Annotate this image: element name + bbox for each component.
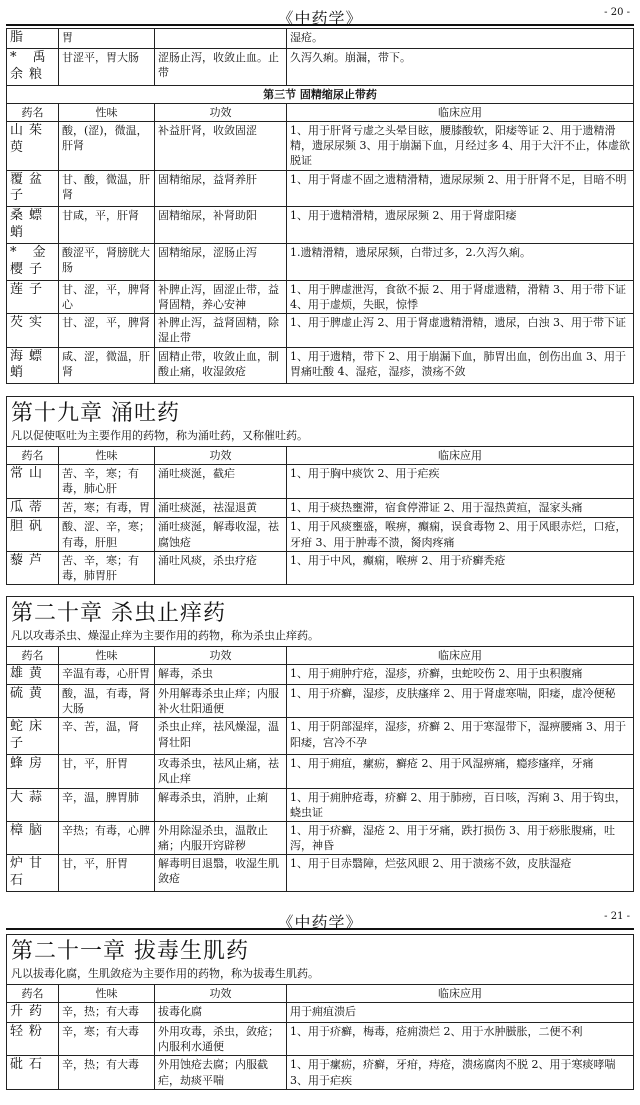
drug-clinical-use: 久泻久痢。崩漏，带下。 [287,48,634,85]
drug-clinical-use: 1、用于阴部湿痒，湿疹，疥癣 2、用于寒湿带下，湿痹腰痛 3、用于阳痿，宫冷不孕 [287,718,634,755]
drug-property: 苦，寒；有毒，胃 [59,498,155,518]
drug-name: 大蒜 [7,788,59,821]
drug-clinical-use: 湿疮。 [287,29,634,49]
drug-property: 酸，(涩)，微温，肝肾 [59,122,155,171]
drug-clinical-use: 用于痈疽溃后 [287,1003,634,1023]
drug-clinical-use: 1、用于疥癣，湿疮 2、用于牙痛，跌打损伤 3、用于痧胀腹痛，吐泻，神昏 [287,821,634,854]
table-row [7,207,634,244]
drug-property: 胃 [59,29,155,49]
drug-function: 外用蚀疮去腐；内服截疟，劫痰平喘 [155,1056,287,1089]
drug-function [155,29,287,49]
drug-clinical-use: 1、用于痈肿疔疮，湿疹，疥癣，虫蛇咬伤 2、用于虫积腹痛 [287,665,634,685]
column-header-row [7,985,634,1003]
page-header-2 [0,908,640,930]
drug-property: 甘，平，肝胃 [59,755,155,788]
header-function: 功效 [155,447,287,465]
table-row [7,1003,634,1023]
chapter-21-rows [7,1003,634,1090]
drug-property: 甘咸，平，肝肾 [59,207,155,244]
drug-function: 补脾止泻，固涩止带，益肾固精，养心安神 [155,280,287,313]
chapter-21-header [7,985,634,1003]
book-title: 《中药学》 [277,9,363,28]
book-title-2: 《中药学》 [277,913,363,932]
drug-name: * 金樱子 [7,244,59,281]
drug-clinical-use: 1、用于遗精，带下 2、用于崩漏下血，肺胃出血，创伤出血 3、用于胃痛吐酸 4、湿疮，湿疹，溃疡不敛 [287,347,634,384]
drug-name: 莲子 [7,280,59,313]
drug-clinical-use: 1、用于瘰疬，疥癣，牙疳，痔疮，溃疡腐肉不脱 2、用于寒痰哮喘 3、用于疟疾 [287,1056,634,1089]
table-row [7,48,634,85]
section-rows [7,122,634,384]
drug-clinical-use: 1、用于疥癣，梅毒，疮痈溃烂 2、用于水肿臌胀，二便不利 [287,1023,634,1056]
table-row [7,718,634,755]
section-title-row [7,85,634,103]
page-number: - 20 - [604,7,630,18]
section-header [7,85,634,121]
table-row [7,755,634,788]
column-header-row [7,647,634,665]
drug-clinical-use: 1、用于痈肿疮毒，疥癣 2、用于肺痨，百日咳，泻痢 3、用于钩虫，蛲虫证 [287,788,634,821]
header-function: 功效 [155,985,287,1003]
header-name: 药名 [7,447,59,465]
header-taste: 性味 [59,985,155,1003]
drug-property: 酸，温，有毒，肾大肠 [59,685,155,718]
page-number-2: - 21 - [604,911,630,922]
chapter-20-block [6,596,634,892]
header-rule-2 [6,928,634,930]
drug-function: 涌吐风痰，杀虫疗疮 [155,551,287,584]
drug-name: 藜芦 [7,551,59,584]
header-name: 药名 [7,103,59,121]
drug-property: 辛，热；有大毒 [59,1056,155,1089]
drug-function: 外用解毒杀虫止痒；内服补火壮阳通便 [155,685,287,718]
section-3-block [6,28,634,384]
drug-property: 辛热；有毒，心脾 [59,821,155,854]
table-row [7,665,634,685]
drug-name: 桑螵蛸 [7,207,59,244]
table-row [7,1023,634,1056]
drug-function: 固精缩尿，益肾养肝 [155,170,287,207]
drug-property: 苦、辛，寒；有毒，肺胃肝 [59,551,155,584]
table-row [7,855,634,892]
table-row [7,788,634,821]
drug-function: 解毒明目退翳，收湿生肌敛疮 [155,855,287,892]
chapter-19-block [6,396,634,585]
header-function: 功效 [155,647,287,665]
drug-property: 辛，寒；有大毒 [59,1023,155,1056]
drug-name: 蛇床子 [7,718,59,755]
table-row [7,347,634,384]
chapter-21-table [6,984,634,1090]
header-name: 药名 [7,647,59,665]
header-use: 临床应用 [287,647,634,665]
drug-name: 雄黄 [7,665,59,685]
drug-function: 补益肝肾，收敛固涩 [155,122,287,171]
drug-property: 酸、涩、辛，寒；有毒，肝胆 [59,518,155,551]
drug-name: 脂 [7,29,59,49]
page-header [0,4,640,26]
drug-clinical-use: 1、用于胸中痰饮 2、用于疟疾 [287,465,634,498]
drug-name: 常山 [7,465,59,498]
table-row [7,122,634,171]
table-row [7,465,634,498]
drug-clinical-use: 1、用于遗精滑精，遗尿尿频 2、用于肾虚阳痿 [287,207,634,244]
drug-property: 甘、酸，微温，肝肾 [59,170,155,207]
drug-property: 辛温有毒，心肝胃 [59,665,155,685]
table-row [7,518,634,551]
drug-name: 硫黄 [7,685,59,718]
chapter-19-intro: 凡以促使呕吐为主要作用的药物，称为涌吐药，又称催吐药。 [11,429,308,442]
column-header-row [7,103,634,121]
header-taste: 性味 [59,647,155,665]
drug-property: 辛，热；有大毒 [59,1003,155,1023]
table-row [7,29,634,49]
section-title: 第三节 固精缩尿止带药 [7,85,634,103]
drug-property: 甘、涩，平，脾肾心 [59,280,155,313]
drug-function: 涌吐痰涎，截疟 [155,465,287,498]
section-3-table [6,28,634,384]
drug-clinical-use: 1.遗精滑精，遗尿尿频，白带过多，2.久泻久痢。 [287,244,634,281]
drug-name: 樟脑 [7,821,59,854]
header-use: 临床应用 [287,985,634,1003]
drug-clinical-use: 1、用于脾虚泄泻，食欲不振 2、用于肾虚遗精，滑精 3、用于带下证 4、用于虚烦，失眠，惊悸 [287,280,634,313]
drug-clinical-use: 1、用于中风，癫痫，喉痹 2、用于疥癣秃疮 [287,551,634,584]
drug-function: 固精止带，收敛止血，制酸止痛，收湿敛疮 [155,347,287,384]
chapter-20-intro: 凡以攻毒杀虫、燥湿止痒为主要作用的药物，称为杀虫止痒药。 [11,629,319,642]
chapter-21-intro: 凡以拔毒化腐，生肌敛疮为主要作用的药物，称为拔毒生肌药。 [11,967,319,980]
drug-property: 辛、苦，温，肾 [59,718,155,755]
column-header-row [7,447,634,465]
drug-clinical-use: 1、用于风痰壅盛，喉痹，癫痫，误食毒物 2、用于风眼赤烂，口疮，牙疳 3、用于肿毒不溃，胬肉疼痛 [287,518,634,551]
drug-clinical-use: 1、用于痰热壅滞，宿食停滞证 2、用于湿热黄疸，湿家头痛 [287,498,634,518]
table-row [7,685,634,718]
header-taste: 性味 [59,103,155,121]
table-row [7,821,634,854]
header-use: 临床应用 [287,103,634,121]
table-row [7,170,634,207]
drug-function: 外用除湿杀虫，温散止痛；内服开窍辟秽 [155,821,287,854]
drug-clinical-use: 1、用于目赤翳障，烂弦风眼 2、用于溃疡不敛，皮肤湿疮 [287,855,634,892]
drug-function: 外用攻毒，杀虫，敛疮；内服利水通便 [155,1023,287,1056]
drug-name: 炉甘石 [7,855,59,892]
drug-function: 杀虫止痒，祛风燥湿，温肾壮阳 [155,718,287,755]
drug-name: 瓜蒂 [7,498,59,518]
table-row [7,498,634,518]
chapter-20-heading-frame [6,596,634,646]
drug-property: 甘，平，肝胃 [59,855,155,892]
drug-name: 山茱萸 [7,122,59,171]
header-use: 临床应用 [287,447,634,465]
drug-property: 甘涩平，胃大肠 [59,48,155,85]
drug-function: 固精缩尿，涩肠止泻 [155,244,287,281]
drug-function: 攻毒杀虫，祛风止痛，祛风止痒 [155,755,287,788]
drug-name: 胆矾 [7,518,59,551]
header-rule [6,24,634,26]
drug-clinical-use: 1、用于疥癣，湿疹，皮肤瘙痒 2、用于肾虚寒喘，阳痿，虚冷便秘 [287,685,634,718]
carry-rows [7,29,634,86]
drug-clinical-use: 1、用于肾虚不固之遗精滑精，遗尿尿频 2、用于肝肾不足，目暗不明 [287,170,634,207]
drug-clinical-use: 1、用于肝肾亏虚之头晕目眩，腰膝酸软，阳痿等证 2、用于遗精滑精，遗尿尿频 3、用于崩漏下血，月经过多 4、用于大汗不止，体虚欲脱证 [287,122,634,171]
drug-function: 涩肠止泻，收敛止血。止带 [155,48,287,85]
drug-clinical-use: 1、用于脾虚止泻 2、用于肾虚遗精滑精，遗尿，白浊 3、用于带下证 [287,314,634,347]
drug-function: 涌吐痰涎，祛湿退黄 [155,498,287,518]
drug-property: 甘、涩，平，脾肾 [59,314,155,347]
header-function: 功效 [155,103,287,121]
chapter-21-title: 第二十一章 拔毒生肌药 [11,939,249,964]
drug-function: 补脾止泻，益肾固精，除湿止带 [155,314,287,347]
chapter-19-table [6,446,634,585]
drug-property: 咸、涩，微温，肝肾 [59,347,155,384]
chapter-20-title: 第二十章 杀虫止痒药 [11,601,226,626]
drug-name: 砒石 [7,1056,59,1089]
drug-function: 解毒，杀虫 [155,665,287,685]
chapter-19-title: 第十九章 涌吐药 [11,401,180,426]
drug-property: 苦、辛，寒；有毒，肺心肝 [59,465,155,498]
drug-property: 酸涩平，肾膀胱大肠 [59,244,155,281]
table-row [7,280,634,313]
drug-name: * 禹余粮 [7,48,59,85]
chapter-19-header [7,447,634,465]
chapter-21-block [6,934,634,1090]
chapter-20-table [6,646,634,892]
header-name: 药名 [7,985,59,1003]
table-row [7,244,634,281]
drug-name: 升药 [7,1003,59,1023]
chapter-20-rows [7,665,634,892]
drug-name: 覆盆子 [7,170,59,207]
chapter-19-heading-frame [6,396,634,446]
chapter-20-header [7,647,634,665]
drug-function: 拔毒化腐 [155,1003,287,1023]
table-row [7,1056,634,1089]
header-taste: 性味 [59,447,155,465]
drug-function: 固精缩尿，补肾助阳 [155,207,287,244]
drug-name: 轻粉 [7,1023,59,1056]
drug-function: 解毒杀虫，消肿，止痢 [155,788,287,821]
chapter-19-rows [7,465,634,585]
drug-name: 芡实 [7,314,59,347]
drug-function: 涌吐痰涎，解毒收湿，祛腐蚀疮 [155,518,287,551]
table-row [7,314,634,347]
drug-property: 辛，温，脾胃肺 [59,788,155,821]
drug-name: 蜂房 [7,755,59,788]
table-row [7,551,634,584]
drug-name: 海螵蛸 [7,347,59,384]
chapter-21-heading-frame [6,934,634,984]
drug-clinical-use: 1、用于痈疽，瘰疬，癣疮 2、用于风湿痹痛，瘾疹瘙痒，牙痛 [287,755,634,788]
